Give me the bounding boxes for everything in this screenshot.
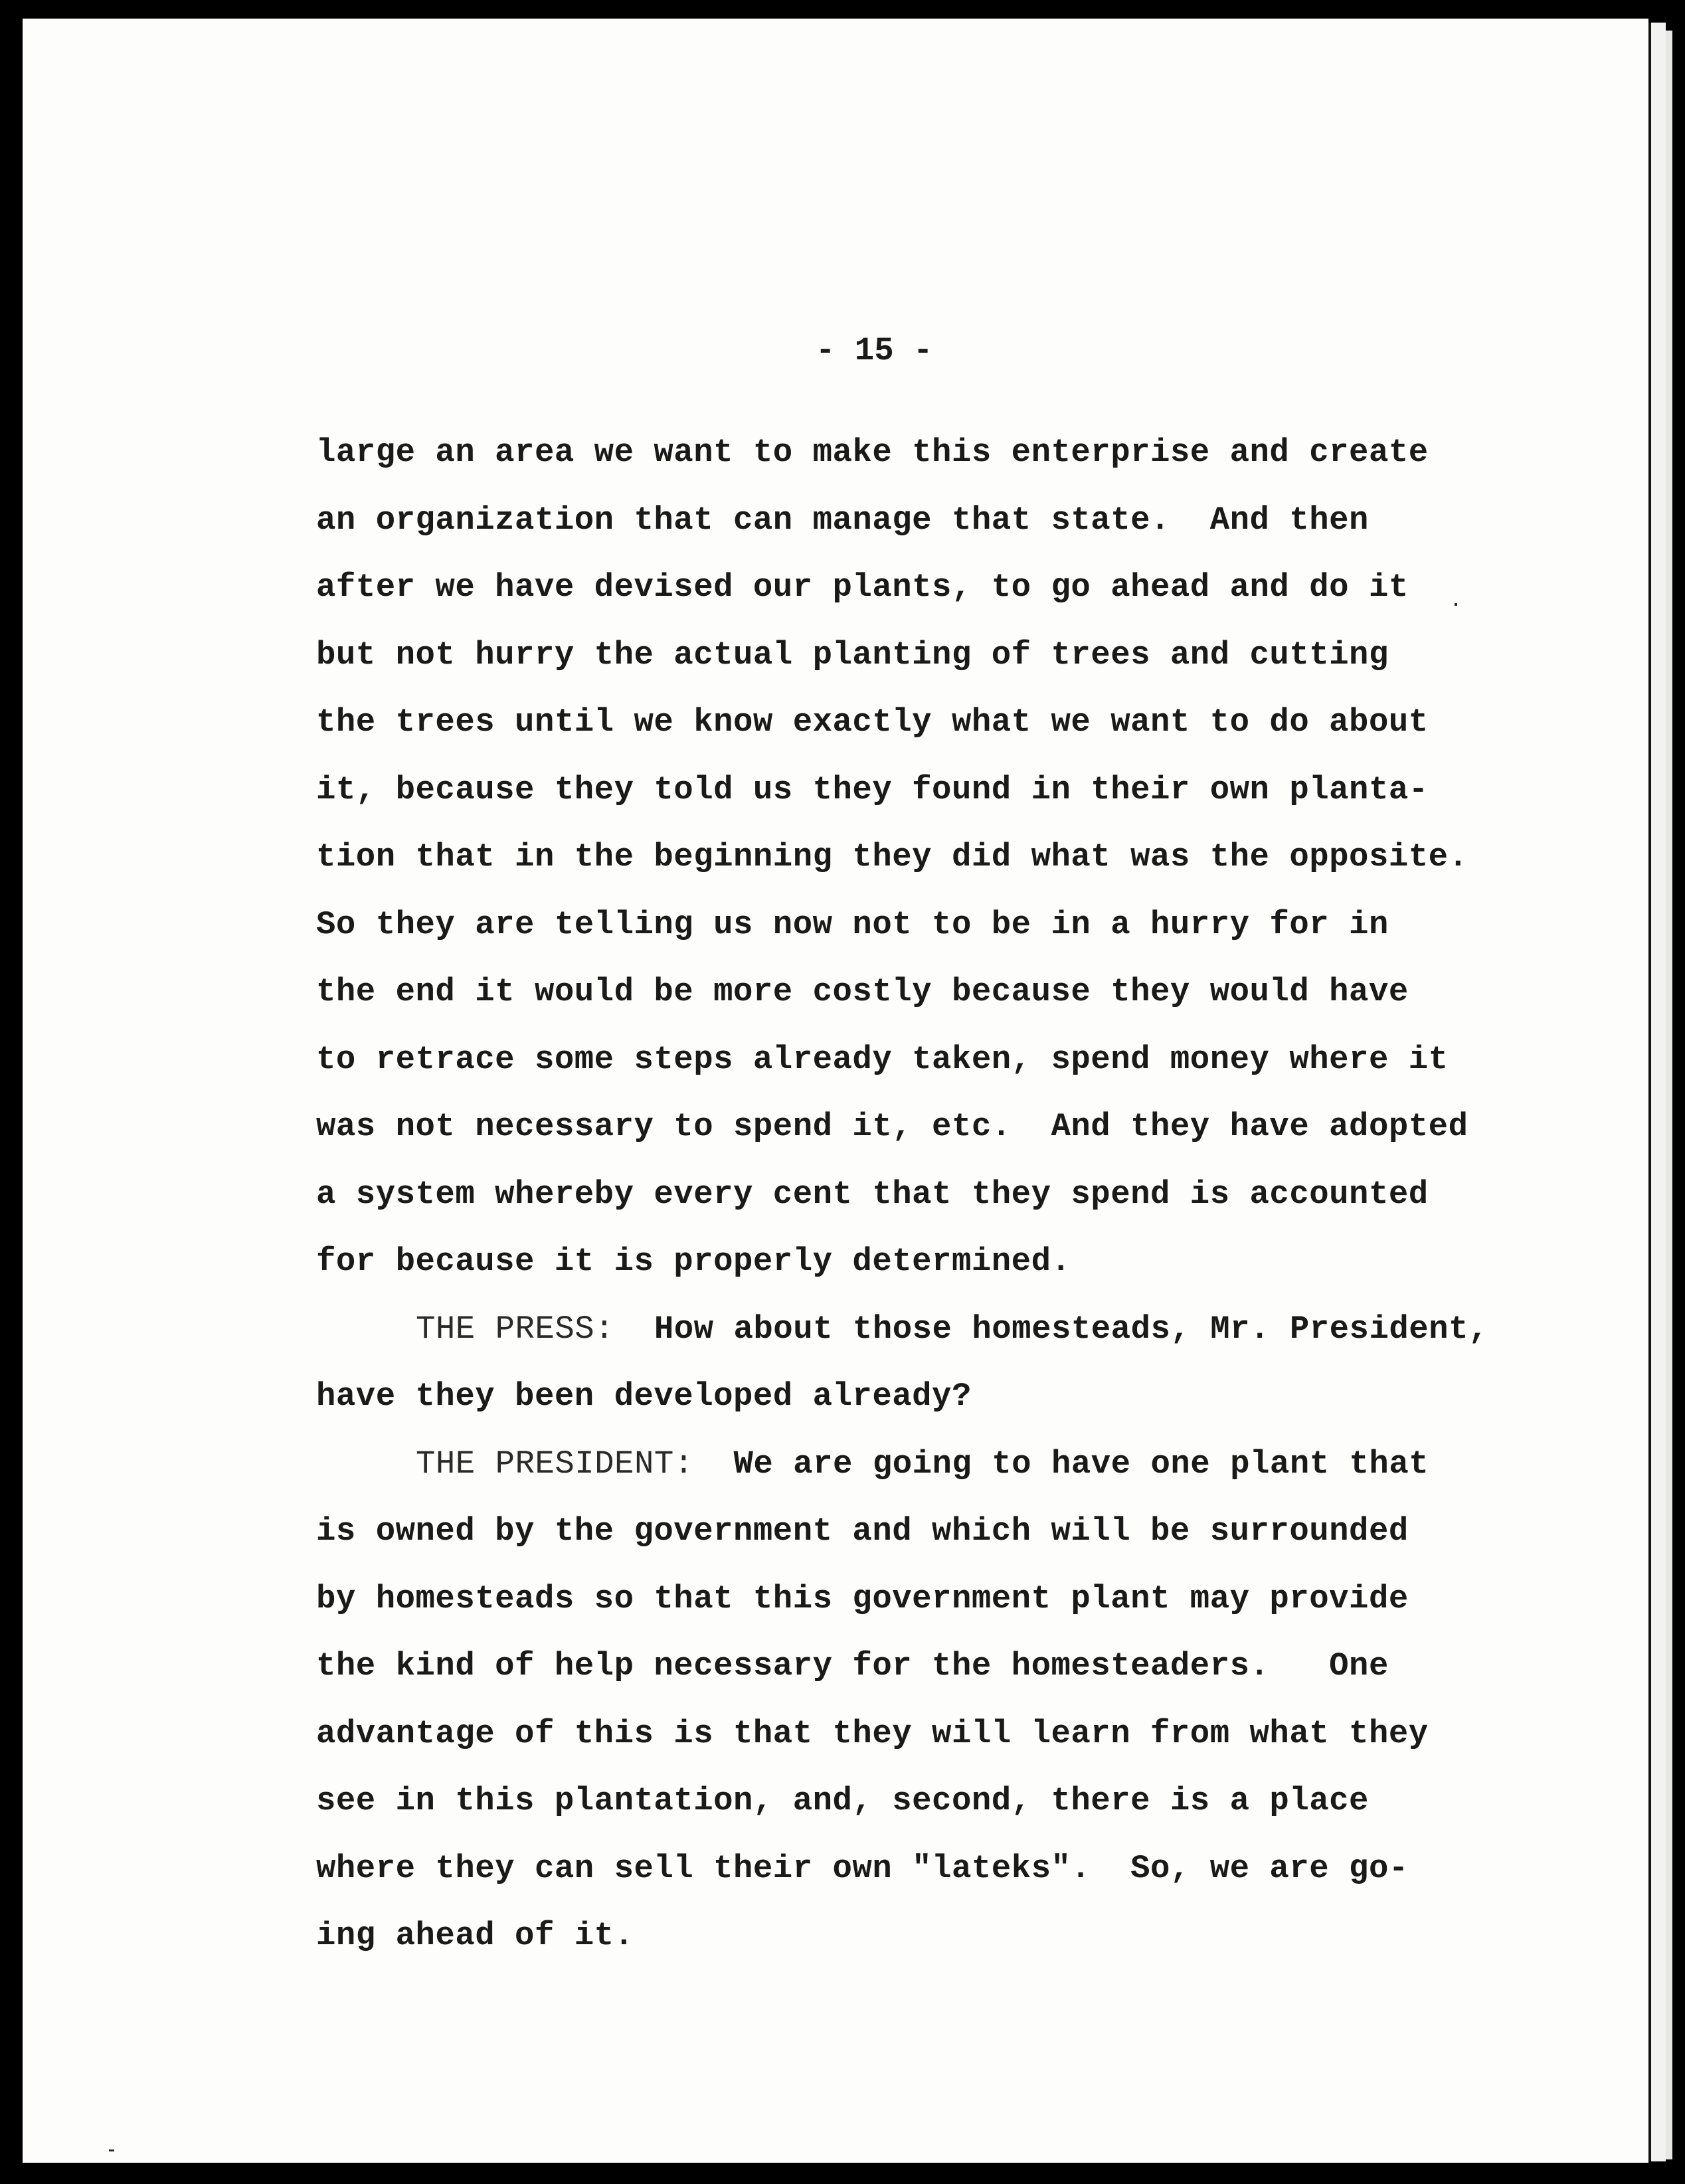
text-line: where they can sell their own "lateks". So, we are go- — [316, 1849, 1409, 1887]
text-line: have they been developed already? — [316, 1378, 972, 1415]
text-line: ing ahead of it. — [316, 1917, 634, 1954]
text-line: it, because they told us they found in their own planta- — [316, 771, 1429, 808]
text-line: was not necessary to spend it, etc. And they have adopted — [316, 1108, 1468, 1145]
text-line: see in this plantation, and, second, there is a place — [316, 1782, 1369, 1819]
text-line: an organization that can manage that state. And then — [316, 501, 1369, 539]
sheet-edge — [1648, 23, 1666, 2161]
transcript-body — [316, 430, 1578, 1981]
text-line: advantage of this is that they will learn from what they — [316, 1714, 1429, 1752]
text-line: by homesteads so that this government plant may provide — [316, 1580, 1409, 1617]
paragraph-press-question — [316, 1307, 1578, 1442]
text-line: the kind of help necessary for the homesteaders. One — [316, 1647, 1389, 1684]
speaker-label: THE PRESS: — [416, 1310, 615, 1348]
question-text: How about those homesteads, Mr. President, — [614, 1310, 1488, 1348]
text-line: the end it would be more costly because they would have — [316, 973, 1409, 1010]
underlying-sheet-edge — [1666, 31, 1672, 2159]
text-line: but not hurry the actual planting of trees and cutting — [316, 636, 1389, 674]
text-line: So they are telling us now not to be in a hurry for in — [316, 905, 1389, 943]
text-line: is owned by the government and which will be surrounded — [316, 1512, 1409, 1550]
text-line: after we have devised our plants, to go ahead and do it — [316, 569, 1409, 606]
text-line — [316, 1307, 1578, 1375]
text-line — [316, 1442, 1578, 1510]
text-line: tion that in the beginning they did what was the opposite. — [316, 838, 1468, 875]
text-line: a system whereby every cent that they spend is accounted — [316, 1175, 1429, 1213]
text-line: to retrace some steps already taken, spend money where it — [316, 1040, 1449, 1078]
paragraph-answer-continued — [316, 430, 1578, 1307]
paragraph-president-answer — [316, 1442, 1578, 1981]
stray-mark — [109, 2149, 114, 2151]
answer-text: We are going to have one plant that — [693, 1445, 1429, 1483]
speaker-label: THE PRESIDENT: — [416, 1445, 694, 1483]
text-line: large an area we want to make this enterprise and create — [316, 434, 1429, 471]
page-number: - 15 - — [816, 332, 933, 369]
text-line: for because it is properly determined. — [316, 1243, 1071, 1280]
text-line: the trees until we know exactly what we want to do about — [316, 703, 1429, 741]
